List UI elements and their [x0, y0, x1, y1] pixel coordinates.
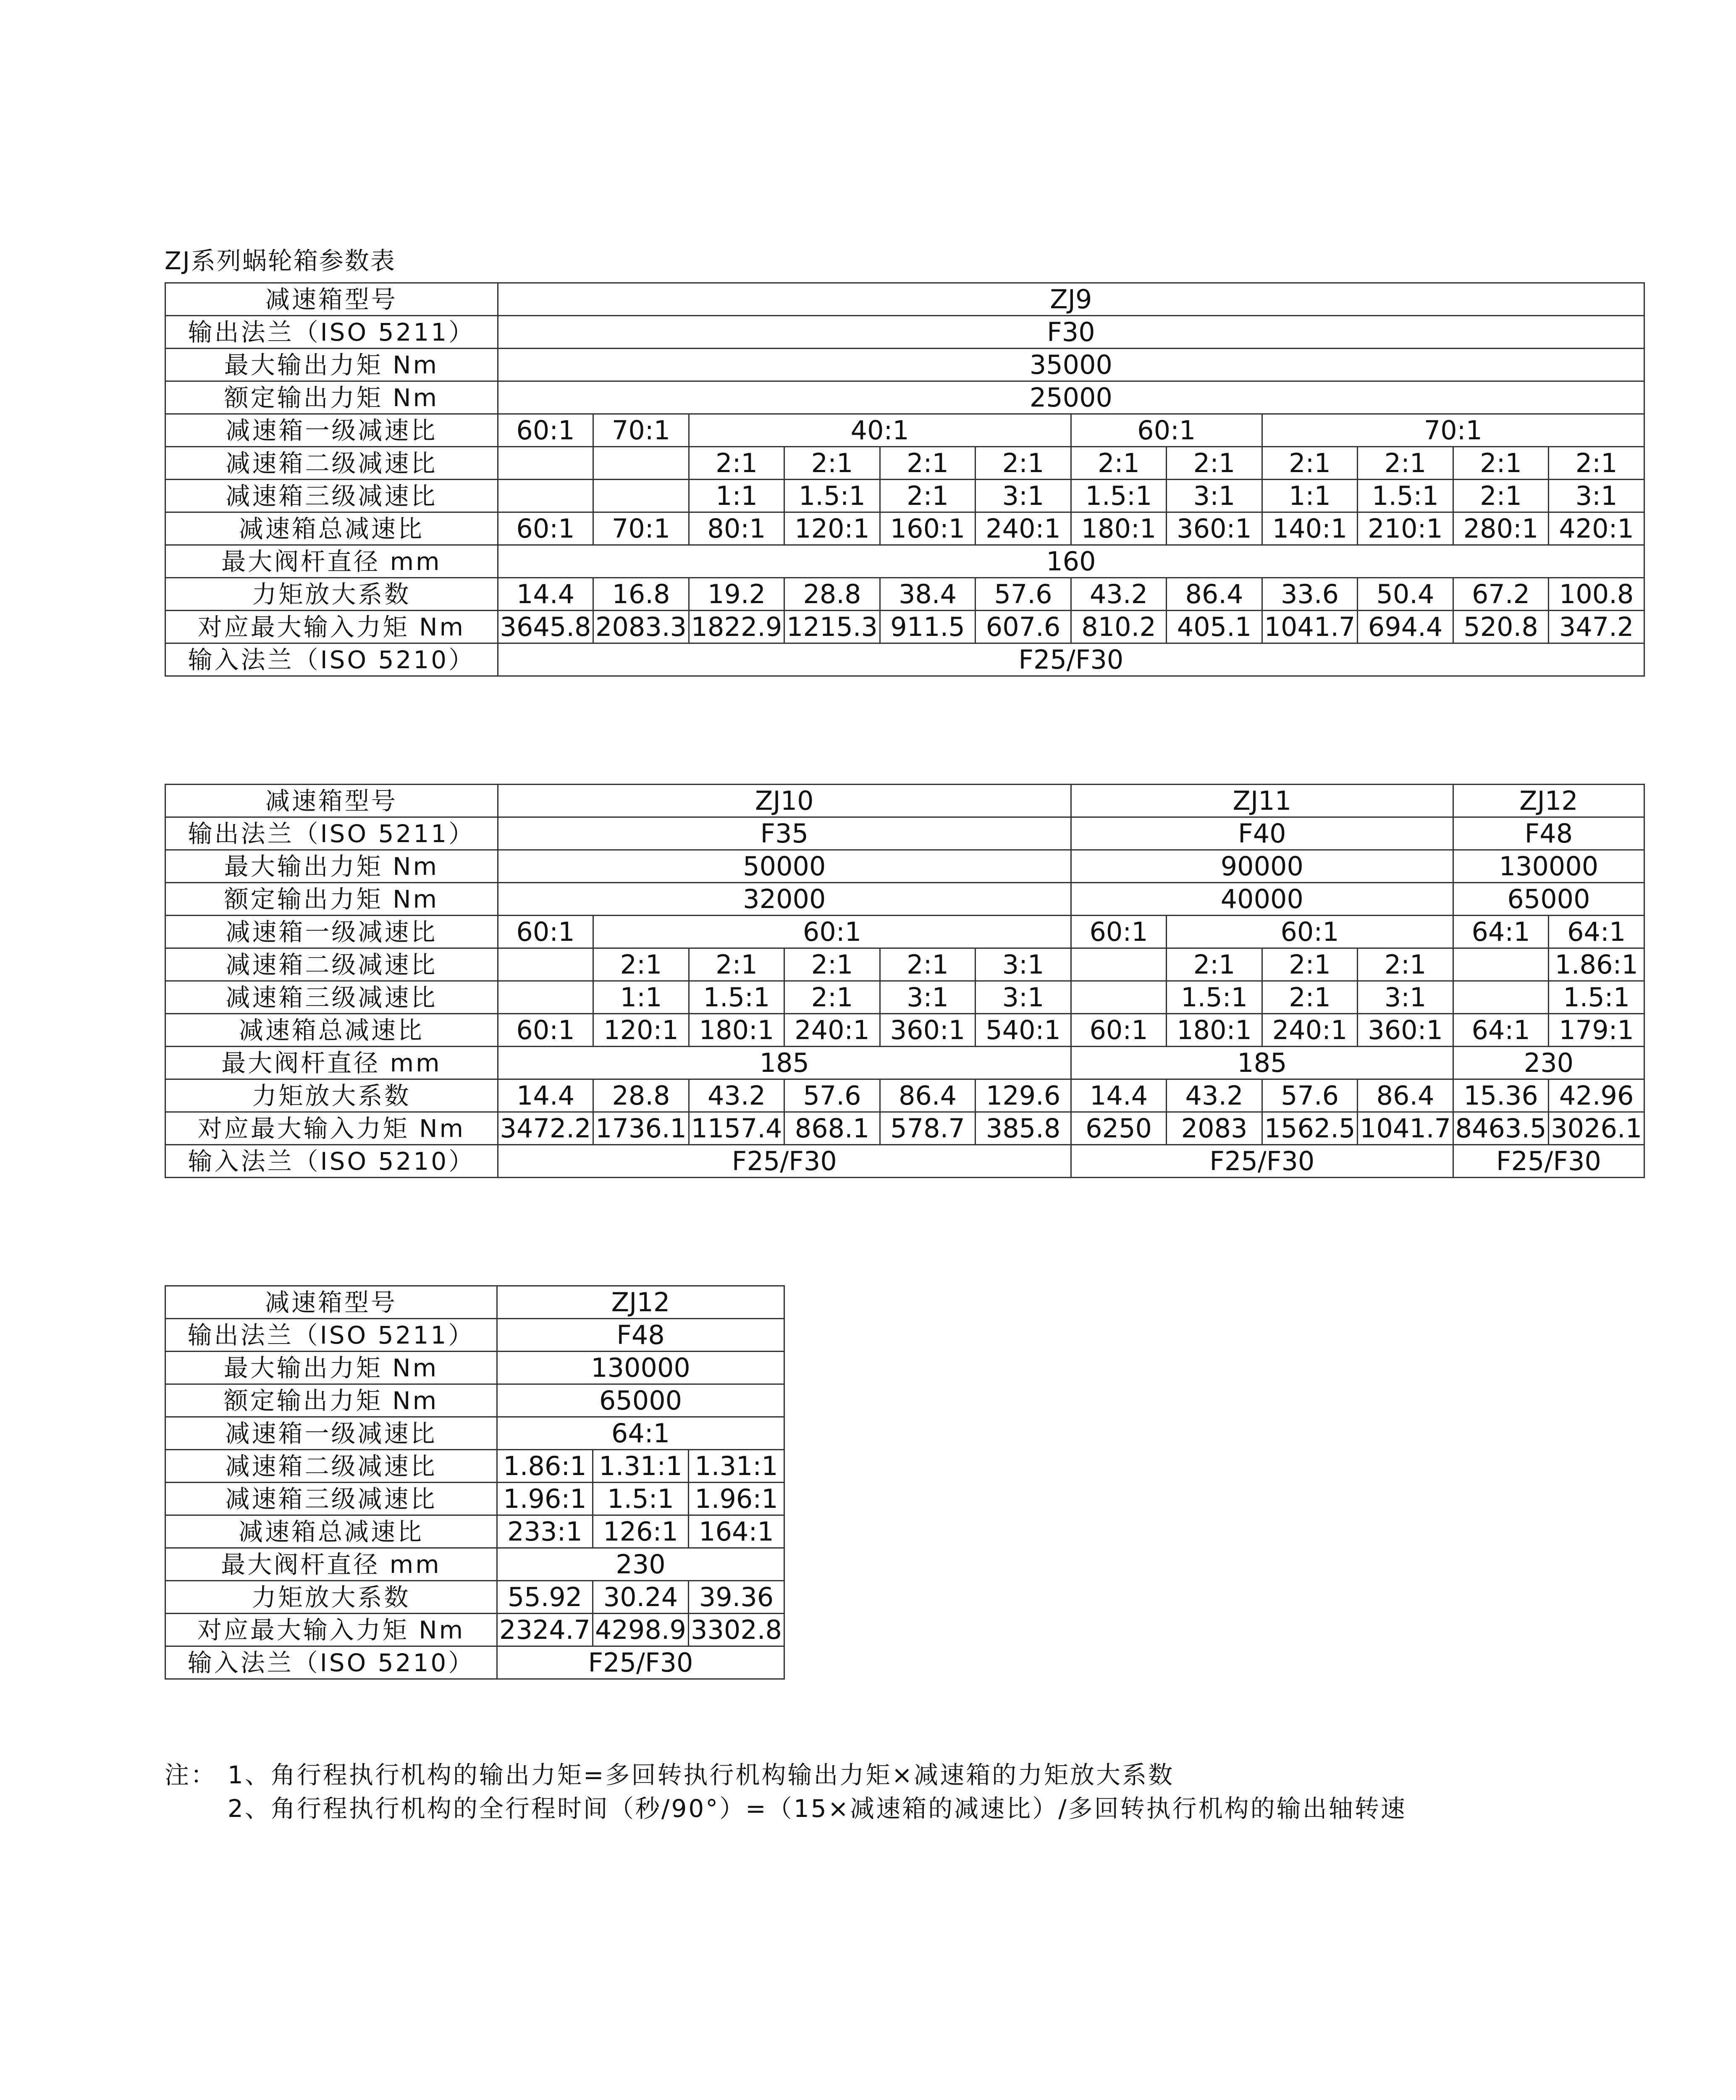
total-ratio-cell: 70:1 — [593, 512, 689, 545]
table-row — [165, 883, 1644, 916]
torque-factor-cell: 42.96 — [1549, 1079, 1644, 1112]
second-stage-cell: 2:1 — [593, 948, 689, 981]
third-stage-cell — [1453, 981, 1549, 1014]
output-flange-cell: F30 — [498, 316, 1644, 349]
total-ratio-cell: 210:1 — [1358, 512, 1453, 545]
max-input-torque-cell: 405.1 — [1167, 611, 1262, 643]
torque-factor-cell: 16.8 — [593, 578, 689, 611]
max-stem-diameter-cell: 185 — [498, 1047, 1071, 1079]
third-stage-cell: 1.5:1 — [1549, 981, 1644, 1014]
output-flange-cell: F48 — [1453, 817, 1644, 850]
third-stage-cell — [593, 480, 689, 512]
max-input-torque-cell: 694.4 — [1358, 611, 1453, 643]
note-row — [165, 1792, 1407, 1825]
max-input-torque-cell: 3302.8 — [689, 1614, 784, 1646]
third-stage-cell — [498, 480, 593, 512]
second-stage-cell: 2:1 — [976, 447, 1071, 480]
max-input-torque-cell: 2324.7 — [497, 1614, 593, 1646]
max-input-torque-cell: 1736.1 — [593, 1112, 689, 1145]
table-row — [165, 785, 1644, 817]
third-stage-cell: 1.96:1 — [497, 1483, 593, 1515]
second-stage-cell: 1.86:1 — [497, 1450, 593, 1483]
page-title: ZJ系列蜗轮箱参数表 — [165, 247, 396, 275]
table-row — [165, 1417, 784, 1450]
total-ratio-cell: 360:1 — [1167, 512, 1262, 545]
model-cell: ZJ11 — [1071, 785, 1453, 817]
max-input-torque-cell: 1215.3 — [784, 611, 880, 643]
max-input-torque-cell: 3026.1 — [1549, 1112, 1644, 1145]
second-stage-cell: 1.86:1 — [1549, 948, 1644, 981]
first-stage-cell: 60:1 — [498, 414, 593, 447]
second-stage-cell: 1.31:1 — [689, 1450, 784, 1483]
table-row — [165, 916, 1644, 948]
torque-factor-cell: 43.2 — [1071, 578, 1167, 611]
second-stage-cell: 2:1 — [1453, 447, 1549, 480]
table-row — [165, 850, 1644, 883]
total-ratio-cell: 420:1 — [1549, 512, 1644, 545]
max-output-torque-cell: 35000 — [498, 349, 1644, 381]
output-flange-cell: F48 — [497, 1319, 784, 1352]
total-ratio-cell: 180:1 — [689, 1014, 784, 1047]
row-label-output-flange: 输出法兰（ISO 5211） — [165, 817, 498, 850]
model-cell: ZJ12 — [497, 1286, 784, 1319]
table-row — [165, 1079, 1644, 1112]
torque-factor-cell: 86.4 — [1358, 1079, 1453, 1112]
torque-factor-cell: 19.2 — [689, 578, 784, 611]
second-stage-cell — [498, 948, 593, 981]
table-row — [165, 414, 1644, 447]
third-stage-cell: 1.5:1 — [784, 480, 880, 512]
total-ratio-cell: 360:1 — [880, 1014, 976, 1047]
total-ratio-cell: 120:1 — [784, 512, 880, 545]
total-ratio-cell: 126:1 — [593, 1515, 689, 1548]
table-row — [165, 512, 1644, 545]
third-stage-cell — [1071, 981, 1167, 1014]
table-row — [165, 1614, 784, 1646]
max-input-torque-cell: 3645.8 — [498, 611, 593, 643]
table-row — [165, 578, 1644, 611]
row-label-max-output-torque: 最大输出力矩 Nm — [165, 1352, 497, 1384]
torque-factor-cell: 67.2 — [1453, 578, 1549, 611]
table-row — [165, 1286, 784, 1319]
table-row — [165, 1352, 784, 1384]
second-stage-cell: 2:1 — [1167, 948, 1262, 981]
total-ratio-cell: 120:1 — [593, 1014, 689, 1047]
table-row — [165, 1515, 784, 1548]
total-ratio-cell: 280:1 — [1453, 512, 1549, 545]
total-ratio-cell: 233:1 — [497, 1515, 593, 1548]
row-label-max-stem-diameter: 最大阀杆直径 mm — [165, 1047, 498, 1079]
input-flange-cell: F25/F30 — [498, 1145, 1071, 1178]
third-stage-cell: 1:1 — [689, 480, 784, 512]
table-row — [165, 283, 1644, 316]
torque-factor-cell: 14.4 — [498, 578, 593, 611]
torque-factor-cell: 39.36 — [689, 1581, 784, 1614]
row-label-output-flange: 输出法兰（ISO 5211） — [165, 1319, 497, 1352]
row-label-max-input-torque: 对应最大输入力矩 Nm — [165, 1112, 498, 1145]
max-input-torque-cell: 4298.9 — [593, 1614, 689, 1646]
row-label-third-stage: 减速箱三级减速比 — [165, 981, 498, 1014]
third-stage-cell: 1.5:1 — [1071, 480, 1167, 512]
max-input-torque-cell: 1041.7 — [1358, 1112, 1453, 1145]
row-label-rated-output-torque: 额定输出力矩 Nm — [165, 381, 498, 414]
notes-prefix: 注： — [165, 1761, 217, 1789]
torque-factor-cell: 14.4 — [498, 1079, 593, 1112]
max-input-torque-cell: 347.2 — [1549, 611, 1644, 643]
max-output-torque-cell: 90000 — [1071, 850, 1453, 883]
max-input-torque-cell: 8463.5 — [1453, 1112, 1549, 1145]
total-ratio-cell: 140:1 — [1262, 512, 1358, 545]
note-text: 1、角行程执行机构的输出力矩=多回转执行机构输出力矩×减速箱的力矩放大系数 — [228, 1761, 1175, 1789]
third-stage-cell: 2:1 — [784, 981, 880, 1014]
torque-factor-cell: 57.6 — [1262, 1079, 1358, 1112]
second-stage-cell: 2:1 — [1262, 948, 1358, 981]
max-input-torque-cell: 6250 — [1071, 1112, 1167, 1145]
max-output-torque-cell: 130000 — [1453, 850, 1644, 883]
first-stage-cell: 60:1 — [1071, 414, 1262, 447]
row-label-first-stage: 减速箱一级减速比 — [165, 414, 498, 447]
input-flange-cell: F25/F30 — [497, 1646, 784, 1679]
second-stage-cell: 2:1 — [1071, 447, 1167, 480]
third-stage-cell: 2:1 — [1453, 480, 1549, 512]
max-input-torque-cell: 1157.4 — [689, 1112, 784, 1145]
row-label-model: 减速箱型号 — [165, 283, 498, 316]
third-stage-cell: 3:1 — [1167, 480, 1262, 512]
second-stage-cell: 2:1 — [1262, 447, 1358, 480]
input-flange-cell: F25/F30 — [498, 643, 1644, 676]
third-stage-cell: 1:1 — [593, 981, 689, 1014]
torque-factor-cell: 33.6 — [1262, 578, 1358, 611]
third-stage-cell: 3:1 — [1358, 981, 1453, 1014]
third-stage-cell: 1.5:1 — [1167, 981, 1262, 1014]
table-row — [165, 480, 1644, 512]
row-label-torque-factor: 力矩放大系数 — [165, 1079, 498, 1112]
total-ratio-cell: 164:1 — [689, 1515, 784, 1548]
table-row — [165, 1450, 784, 1483]
third-stage-cell: 3:1 — [976, 981, 1071, 1014]
third-stage-cell: 1.5:1 — [1358, 480, 1453, 512]
total-ratio-cell: 60:1 — [498, 512, 593, 545]
table-row — [165, 447, 1644, 480]
row-label-output-flange: 输出法兰（ISO 5211） — [165, 316, 498, 349]
table-row — [165, 1319, 784, 1352]
total-ratio-cell: 80:1 — [689, 512, 784, 545]
first-stage-cell: 70:1 — [1262, 414, 1644, 447]
row-label-max-input-torque: 对应最大输入力矩 Nm — [165, 1614, 497, 1646]
first-stage-cell: 64:1 — [1453, 916, 1549, 948]
max-input-torque-cell: 2083.3 — [593, 611, 689, 643]
table-row — [165, 1112, 1644, 1145]
torque-factor-cell: 129.6 — [976, 1079, 1071, 1112]
max-output-torque-cell: 130000 — [497, 1352, 784, 1384]
table-row — [165, 1548, 784, 1581]
max-stem-diameter-cell: 230 — [497, 1548, 784, 1581]
total-ratio-cell: 160:1 — [880, 512, 976, 545]
total-ratio-cell: 240:1 — [976, 512, 1071, 545]
spec-table-zj9 — [165, 282, 1645, 677]
max-stem-diameter-cell: 185 — [1071, 1047, 1453, 1079]
second-stage-cell — [1071, 948, 1167, 981]
max-input-torque-cell: 868.1 — [784, 1112, 880, 1145]
total-ratio-cell: 180:1 — [1167, 1014, 1262, 1047]
max-input-torque-cell: 1041.7 — [1262, 611, 1358, 643]
max-input-torque-cell: 911.5 — [880, 611, 976, 643]
table-row — [165, 1384, 784, 1417]
torque-factor-cell: 57.6 — [784, 1079, 880, 1112]
row-label-model: 减速箱型号 — [165, 1286, 497, 1319]
total-ratio-cell: 64:1 — [1453, 1014, 1549, 1047]
row-label-third-stage: 减速箱三级减速比 — [165, 1483, 497, 1515]
max-input-torque-cell: 3472.2 — [498, 1112, 593, 1145]
table-row — [165, 1483, 784, 1515]
table-row — [165, 981, 1644, 1014]
second-stage-cell: 1.31:1 — [593, 1450, 689, 1483]
first-stage-cell: 60:1 — [593, 916, 1071, 948]
max-input-torque-cell: 1562.5 — [1262, 1112, 1358, 1145]
row-label-input-flange: 输入法兰（ISO 5210） — [165, 643, 498, 676]
first-stage-cell: 60:1 — [498, 916, 593, 948]
second-stage-cell — [498, 447, 593, 480]
torque-factor-cell: 43.2 — [689, 1079, 784, 1112]
second-stage-cell — [593, 447, 689, 480]
max-input-torque-cell: 2083 — [1167, 1112, 1262, 1145]
second-stage-cell — [1453, 948, 1549, 981]
rated-output-torque-cell: 32000 — [498, 883, 1071, 916]
second-stage-cell: 2:1 — [689, 447, 784, 480]
torque-factor-cell: 57.6 — [976, 578, 1071, 611]
row-label-total-ratio: 减速箱总减速比 — [165, 1014, 498, 1047]
second-stage-cell: 2:1 — [784, 447, 880, 480]
torque-factor-cell: 43.2 — [1167, 1079, 1262, 1112]
row-label-third-stage: 减速箱三级减速比 — [165, 480, 498, 512]
total-ratio-cell: 179:1 — [1549, 1014, 1644, 1047]
torque-factor-cell: 14.4 — [1071, 1079, 1167, 1112]
max-output-torque-cell: 50000 — [498, 850, 1071, 883]
second-stage-cell: 2:1 — [1549, 447, 1644, 480]
table-row — [165, 1014, 1644, 1047]
max-stem-diameter-cell: 160 — [498, 545, 1644, 578]
total-ratio-cell: 360:1 — [1358, 1014, 1453, 1047]
max-input-torque-cell: 810.2 — [1071, 611, 1167, 643]
table-row — [165, 349, 1644, 381]
row-label-second-stage: 减速箱二级减速比 — [165, 1450, 497, 1483]
total-ratio-cell: 60:1 — [1071, 1014, 1167, 1047]
first-stage-cell: 40:1 — [689, 414, 1071, 447]
table-row — [165, 643, 1644, 676]
table-row — [165, 1581, 784, 1614]
total-ratio-cell: 60:1 — [498, 1014, 593, 1047]
table-row — [165, 545, 1644, 578]
row-label-input-flange: 输入法兰（ISO 5210） — [165, 1646, 497, 1679]
third-stage-cell: 2:1 — [880, 480, 976, 512]
spec-table-zj12 — [165, 1285, 785, 1680]
max-input-torque-cell: 520.8 — [1453, 611, 1549, 643]
third-stage-cell: 2:1 — [1262, 981, 1358, 1014]
rated-output-torque-cell: 40000 — [1071, 883, 1453, 916]
second-stage-cell: 2:1 — [689, 948, 784, 981]
second-stage-cell: 2:1 — [880, 447, 976, 480]
spec-table-zj10-zj12 — [165, 784, 1645, 1178]
first-stage-cell: 60:1 — [1071, 916, 1167, 948]
row-label-rated-output-torque: 额定输出力矩 Nm — [165, 1384, 497, 1417]
input-flange-cell: F25/F30 — [1071, 1145, 1453, 1178]
table-row — [165, 1145, 1644, 1178]
row-label-torque-factor: 力矩放大系数 — [165, 578, 498, 611]
second-stage-cell: 2:1 — [1358, 948, 1453, 981]
table-row — [165, 1646, 784, 1679]
table-row — [165, 381, 1644, 414]
total-ratio-cell: 180:1 — [1071, 512, 1167, 545]
row-label-first-stage: 减速箱一级减速比 — [165, 1417, 497, 1450]
torque-factor-cell: 38.4 — [880, 578, 976, 611]
table-row — [165, 1047, 1644, 1079]
third-stage-cell: 1.5:1 — [593, 1483, 689, 1515]
row-label-input-flange: 输入法兰（ISO 5210） — [165, 1145, 498, 1178]
row-label-max-output-torque: 最大输出力矩 Nm — [165, 850, 498, 883]
second-stage-cell: 2:1 — [880, 948, 976, 981]
second-stage-cell: 3:1 — [976, 948, 1071, 981]
row-label-total-ratio: 减速箱总减速比 — [165, 512, 498, 545]
torque-factor-cell: 30.24 — [593, 1581, 689, 1614]
second-stage-cell: 2:1 — [784, 948, 880, 981]
torque-factor-cell: 86.4 — [880, 1079, 976, 1112]
torque-factor-cell: 15.36 — [1453, 1079, 1549, 1112]
torque-factor-cell: 50.4 — [1358, 578, 1453, 611]
third-stage-cell — [498, 981, 593, 1014]
max-input-torque-cell: 385.8 — [976, 1112, 1071, 1145]
model-cell: ZJ9 — [498, 283, 1644, 316]
third-stage-cell: 3:1 — [976, 480, 1071, 512]
rated-output-torque-cell: 65000 — [1453, 883, 1644, 916]
row-label-total-ratio: 减速箱总减速比 — [165, 1515, 497, 1548]
third-stage-cell: 1:1 — [1262, 480, 1358, 512]
max-input-torque-cell: 1822.9 — [689, 611, 784, 643]
note-text: 2、角行程执行机构的全行程时间（秒/90°）=（15×减速箱的减速比）/多回转执行机构的输出轴转速 — [228, 1794, 1407, 1823]
table-row — [165, 316, 1644, 349]
input-flange-cell: F25/F30 — [1453, 1145, 1644, 1178]
row-label-first-stage: 减速箱一级减速比 — [165, 916, 498, 948]
first-stage-cell: 60:1 — [1167, 916, 1453, 948]
first-stage-cell: 64:1 — [1549, 916, 1644, 948]
row-label-max-stem-diameter: 最大阀杆直径 mm — [165, 1548, 497, 1581]
total-ratio-cell: 240:1 — [784, 1014, 880, 1047]
notes — [165, 1758, 1407, 1825]
max-stem-diameter-cell: 230 — [1453, 1047, 1644, 1079]
third-stage-cell: 1.96:1 — [689, 1483, 784, 1515]
max-input-torque-cell: 578.7 — [880, 1112, 976, 1145]
total-ratio-cell: 240:1 — [1262, 1014, 1358, 1047]
rated-output-torque-cell: 25000 — [498, 381, 1644, 414]
model-cell: ZJ10 — [498, 785, 1071, 817]
row-label-max-output-torque: 最大输出力矩 Nm — [165, 349, 498, 381]
row-label-second-stage: 减速箱二级减速比 — [165, 948, 498, 981]
rated-output-torque-cell: 65000 — [497, 1384, 784, 1417]
note-row — [165, 1758, 1407, 1792]
total-ratio-cell: 540:1 — [976, 1014, 1071, 1047]
max-input-torque-cell: 607.6 — [976, 611, 1071, 643]
torque-factor-cell: 28.8 — [593, 1079, 689, 1112]
third-stage-cell: 1.5:1 — [689, 981, 784, 1014]
row-label-rated-output-torque: 额定输出力矩 Nm — [165, 883, 498, 916]
second-stage-cell: 2:1 — [1358, 447, 1453, 480]
third-stage-cell: 3:1 — [1549, 480, 1644, 512]
torque-factor-cell: 100.8 — [1549, 578, 1644, 611]
output-flange-cell: F35 — [498, 817, 1071, 850]
torque-factor-cell: 86.4 — [1167, 578, 1262, 611]
row-label-max-stem-diameter: 最大阀杆直径 mm — [165, 545, 498, 578]
torque-factor-cell: 28.8 — [784, 578, 880, 611]
row-label-max-input-torque: 对应最大输入力矩 Nm — [165, 611, 498, 643]
torque-factor-cell: 55.92 — [497, 1581, 593, 1614]
third-stage-cell: 3:1 — [880, 981, 976, 1014]
output-flange-cell: F40 — [1071, 817, 1453, 850]
table-row — [165, 948, 1644, 981]
table-row — [165, 611, 1644, 643]
row-label-torque-factor: 力矩放大系数 — [165, 1581, 497, 1614]
table-row — [165, 817, 1644, 850]
first-stage-cell: 64:1 — [497, 1417, 784, 1450]
first-stage-cell: 70:1 — [593, 414, 689, 447]
row-label-second-stage: 减速箱二级减速比 — [165, 447, 498, 480]
model-cell: ZJ12 — [1453, 785, 1644, 817]
row-label-model: 减速箱型号 — [165, 785, 498, 817]
second-stage-cell: 2:1 — [1167, 447, 1262, 480]
